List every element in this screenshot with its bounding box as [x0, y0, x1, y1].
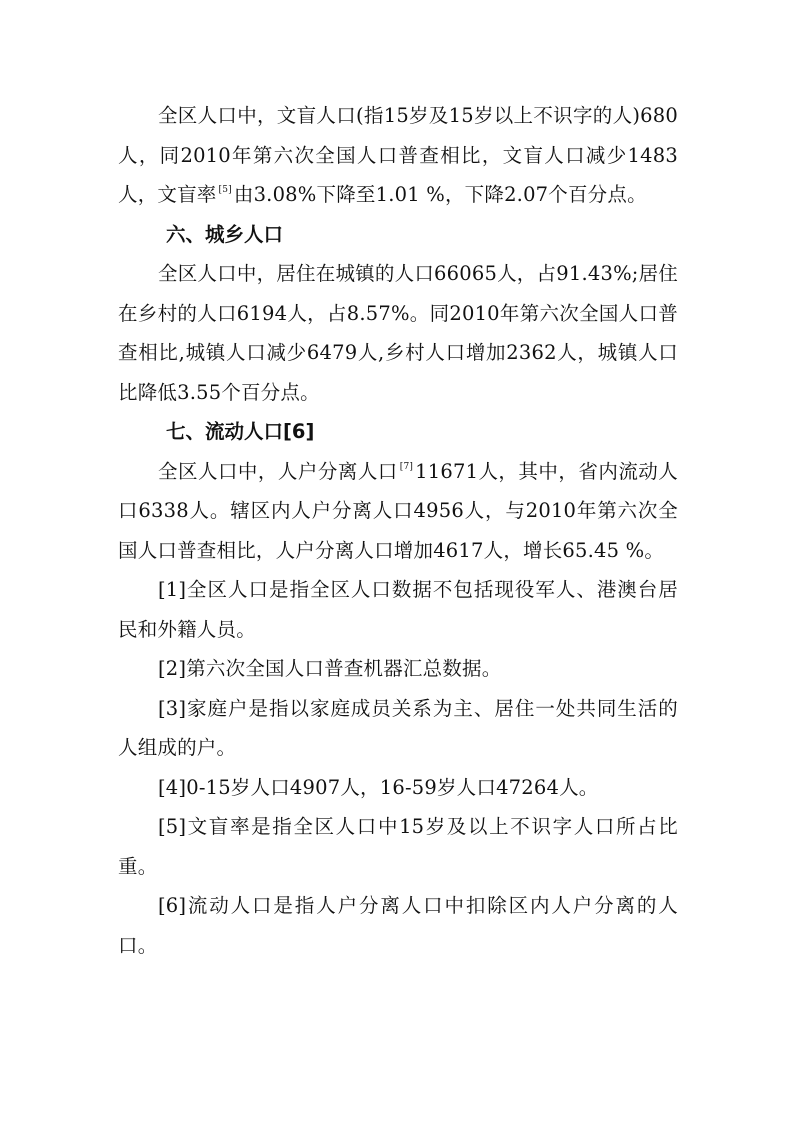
document-page: [118, 96, 678, 965]
illiteracy-text-after: 由3.08%下降至1.01 %，下降2.07个百分点。: [233, 183, 647, 206]
illiteracy-text-before: 全区人口中，文盲人口(指15岁及15岁以上不识字的人)680人，同2010年第六次全国人口普查相比，文盲人口减少1483人，文盲率: [118, 104, 678, 206]
footnote-6: [6]流动人口是指人户分离人口中扣除区内人户分离的人口。: [118, 894, 678, 957]
section-heading-urban-rural: 六、城乡人口: [166, 222, 284, 246]
footnote-4: [4]0-15岁人口4907人，16-59岁人口47264人。: [158, 775, 599, 799]
footnote-ref-7: [7]: [399, 461, 414, 472]
footnote-1: [1]全区人口是指全区人口数据不包括现役军人、港澳台居民和外籍人员。: [118, 578, 678, 641]
floating-text-before: 全区人口中，人户分离人口: [158, 459, 398, 483]
urban-rural-paragraph: 全区人口中，居住在城镇的人口66065人，占91.43%;居住在乡村的人口6194人，占8.57%。同2010年第六次全国人口普查相比,城镇人口减少6479人,乡村人口增加2362人，城镇人口比降低3.55个百分点。: [118, 262, 678, 404]
footnote-3: [3]家庭户是指以家庭成员关系为主、居住一处共同生活的人组成的户。: [118, 696, 678, 759]
floating-population-paragraph: [118, 452, 678, 571]
floating-text-after: 11671人，其中，省内流动人口6338人。辖区内人户分离人口4956人，与2010年第六次全国人口普查相比，人户分离人口增加4617人，增长65.45 %。: [118, 459, 678, 562]
footnote-2: [2]第六次全国人口普查机器汇总数据。: [158, 657, 502, 680]
section-heading-floating-population: 七、流动人口[6]: [166, 420, 315, 443]
illiteracy-paragraph: [118, 96, 678, 215]
footnote-ref-5: [5]: [218, 185, 232, 195]
footnote-5: [5]文盲率是指全区人口中15岁及以上不识字人口所占比重。: [118, 815, 678, 878]
